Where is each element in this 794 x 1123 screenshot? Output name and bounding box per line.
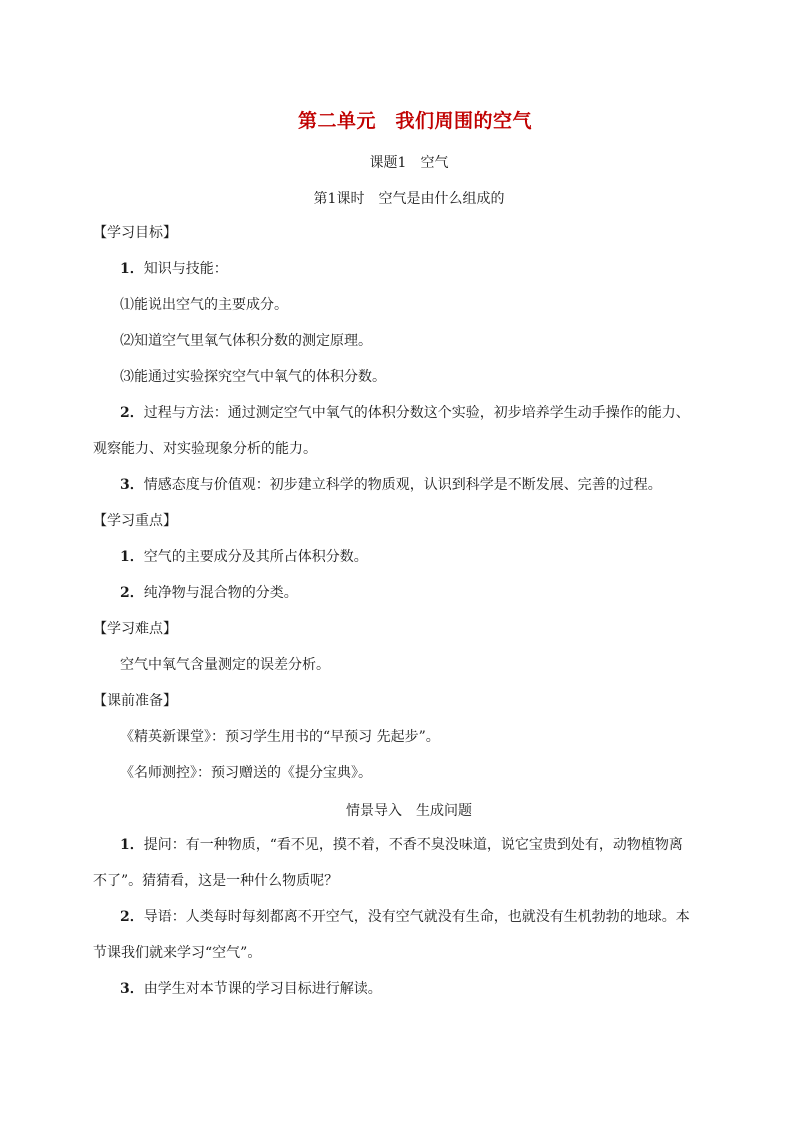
preparation-heading: 【课前准备】 [93,693,177,709]
objectives-sub-3: ⑶能通过实验探究空气中氧气的体积分数。 [120,369,386,385]
key-points-heading: 【学习重点】 [93,513,177,529]
item-text: 由学生对本节课的学习目标进行解读。 [143,981,382,997]
item-number: 2． [120,585,144,601]
difficulties-heading: 【学习难点】 [93,621,177,637]
item-number: 1． [120,549,144,565]
key-points-item-2 [120,584,740,602]
item-text: 提问：有一种物质，“看不见，摸不着，不香不臭没味道，说它宝贵到处有，动物植物离 [143,837,683,853]
item-number: 3． [120,477,144,493]
intro-item-1-cont: 不了”。猜猜看，这是一种什么物质呢？ [93,873,339,889]
intro-item-2 [120,908,740,926]
item-text: 空气的主要成分及其所占体积分数。 [143,549,368,565]
objectives-item-3 [120,476,740,494]
item-text: 情感态度与价值观：初步建立科学的物质观，认识到科学是不断发展、完善的过程。 [143,477,662,493]
objectives-sub-1: ⑴能说出空气的主要成分。 [120,297,288,313]
item-text: 知识与技能： [143,261,228,277]
key-points-item-1 [120,548,740,566]
item-number: 1． [120,261,144,277]
item-number: 3． [120,981,144,997]
preparation-line-2: 《名师测控》：预习赠送的《提分宝典》。 [120,765,372,781]
item-number: 2． [120,405,144,421]
unit-title: 第二单元 我们周围的空气 [297,110,532,132]
intro-item-3 [120,980,740,998]
intro-item-2-cont: 节课我们就来学习“空气”。 [93,945,262,961]
objectives-item-1 [120,260,740,278]
period-title: 第1课时 空气是由什么组成的 [313,191,505,207]
item-text: 导语：人类每时每刻都离不开空气，没有空气就没有生命，也就没有生机勃勃的地球。本 [143,909,690,925]
intro-item-1 [120,836,740,854]
objectives-item-2 [120,404,740,422]
objectives-item-2-cont: 观察能力、对实验现象分析的能力。 [93,441,317,457]
objectives-heading: 【学习目标】 [93,225,177,241]
item-text: 过程与方法：通过测定空气中氧气的体积分数这个实验，初步培养学生动手操作的能力、 [143,405,690,421]
objectives-sub-2: ⑵知道空气里氧气体积分数的测定原理。 [120,333,372,349]
difficulties-text: 空气中氧气含量测定的误差分析。 [120,657,330,673]
item-number: 2． [120,909,144,925]
intro-heading: 情景导入 生成问题 [346,803,472,819]
preparation-line-1: 《精英新课堂》：预习学生用书的“早预习 先起步”。 [120,729,440,745]
item-number: 1． [120,837,144,853]
lesson-title: 课题1 空气 [369,155,449,171]
item-text: 纯净物与混合物的分类。 [143,585,298,601]
